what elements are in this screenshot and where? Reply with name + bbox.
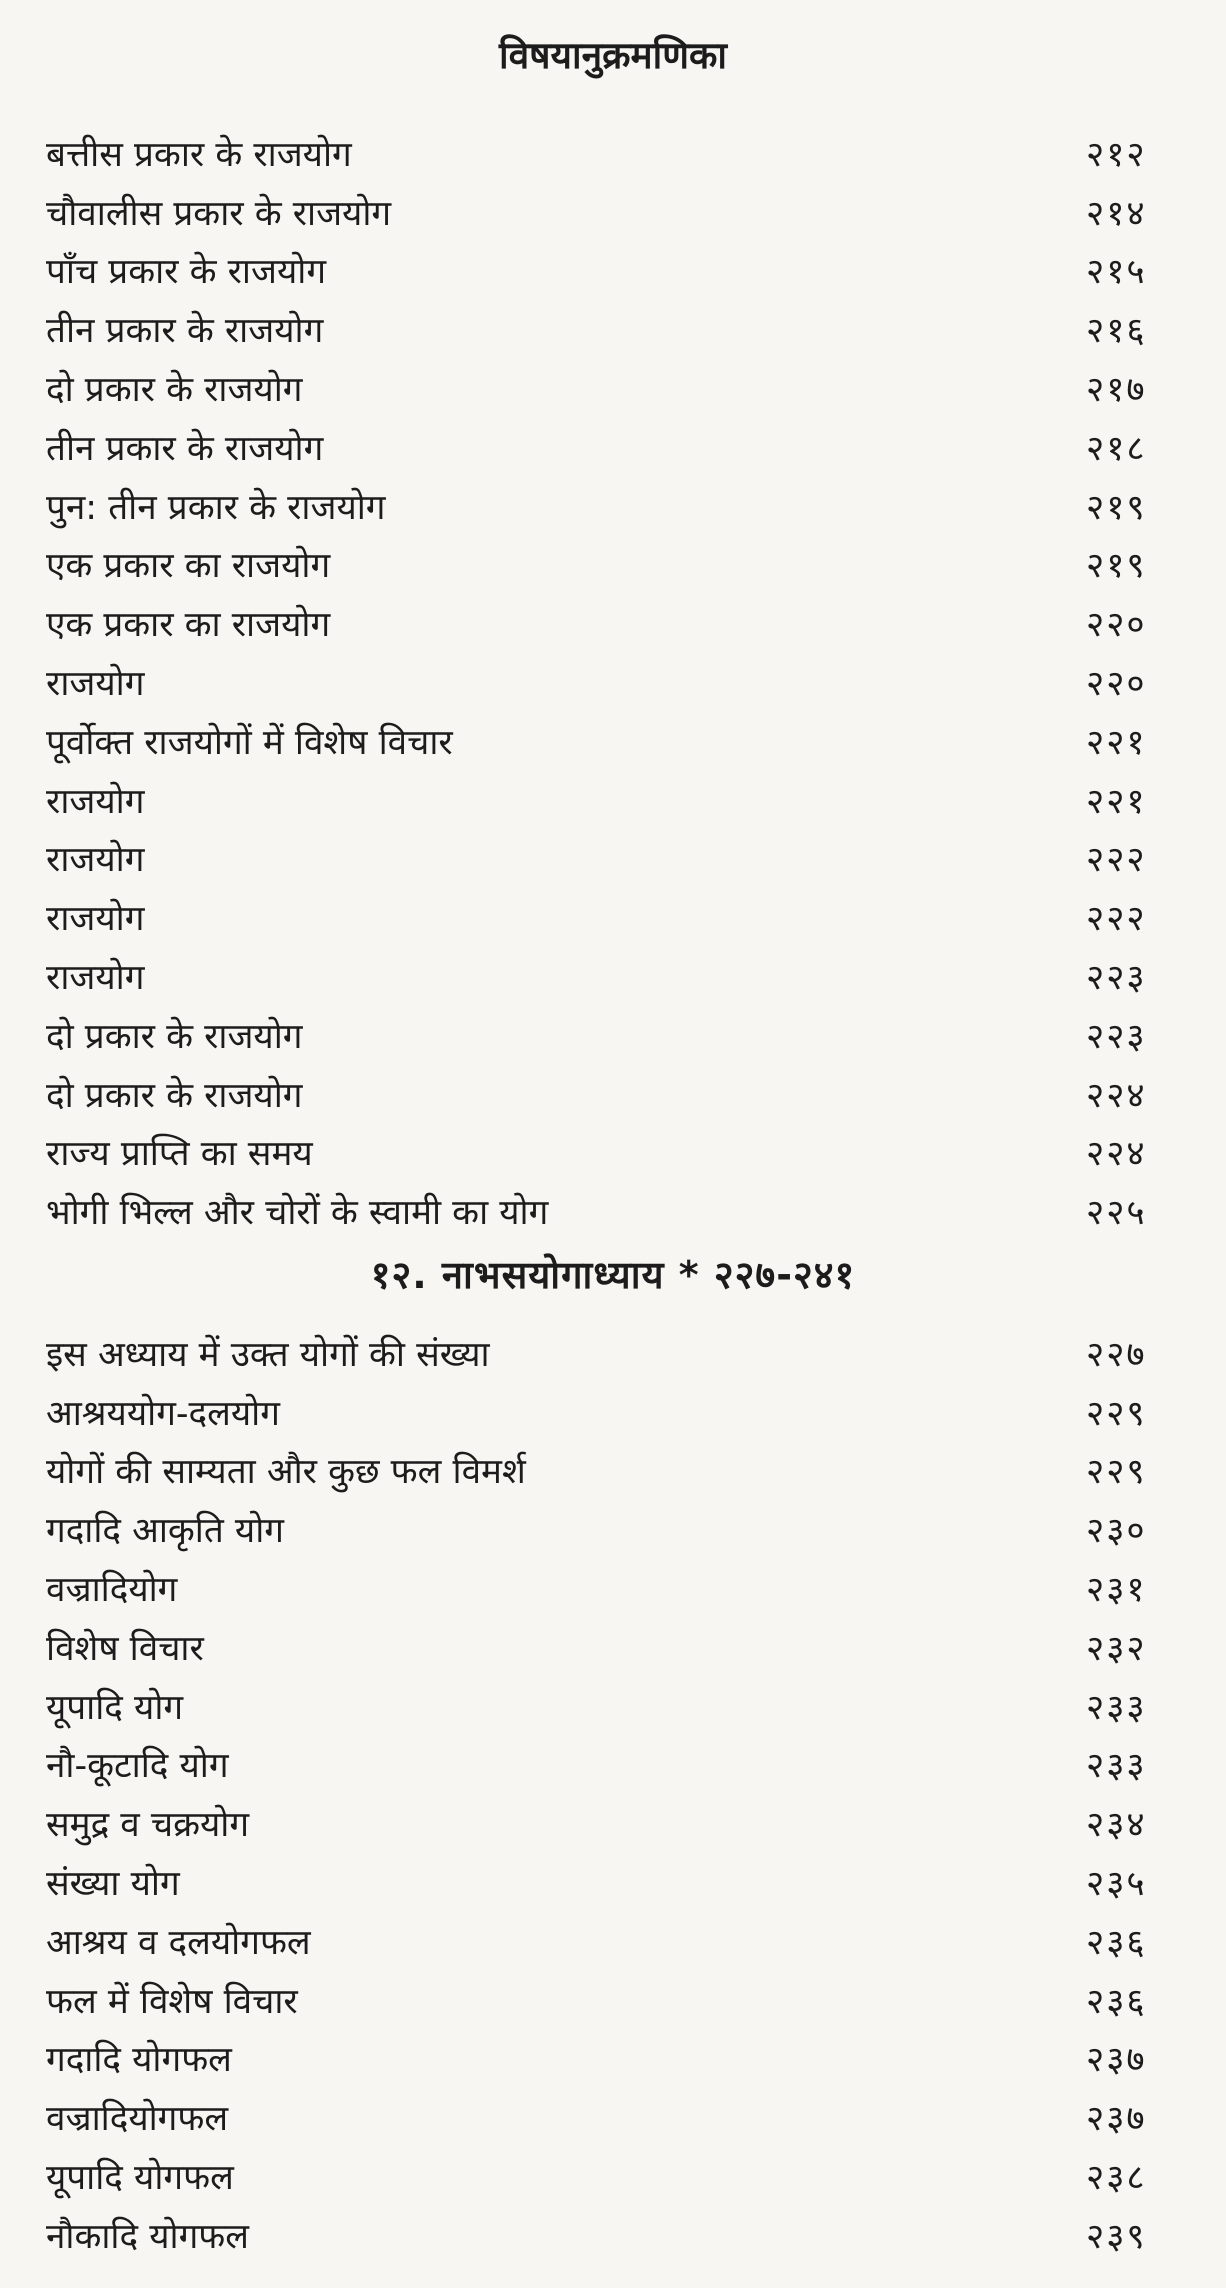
- toc-entry: [46, 359, 1186, 418]
- toc-entry-title: पाँच प्रकार के राजयोग: [46, 252, 327, 293]
- toc-entry-title: वज्रादियोग: [46, 1570, 178, 1611]
- toc-entry-title: राजयोग: [46, 840, 145, 881]
- toc-entry: [46, 1559, 1186, 1618]
- toc-entry: [46, 2030, 1186, 2089]
- toc-entry-title: राजयोग: [46, 664, 145, 705]
- toc-entry: [46, 594, 1186, 653]
- chapter-heading: १२. नाभसयोगाध्याय * २२७-२४१: [370, 1253, 856, 1297]
- toc-entry-page: २३७: [1086, 2040, 1147, 2081]
- toc-entry: [46, 2147, 1186, 2206]
- toc-entry: [46, 1912, 1186, 1971]
- toc-entry: [46, 1124, 1186, 1183]
- toc-entry: [46, 183, 1186, 242]
- toc-entry-page: २२५: [1086, 1193, 1147, 1234]
- toc-list-rajyoga: [46, 124, 1186, 1241]
- toc-entry: [46, 830, 1186, 889]
- toc-entry-page: २२४: [1086, 1134, 1147, 1175]
- toc-entry-page: २२१: [1086, 722, 1147, 763]
- toc-entry: [46, 242, 1186, 301]
- toc-entry-page: २३९: [1086, 2216, 1147, 2257]
- toc-entry-page: २१९: [1086, 546, 1147, 587]
- toc-entry-page: २१६: [1086, 311, 1147, 352]
- toc-entry-page: २२०: [1086, 605, 1147, 646]
- toc-entry-title: भोगी भिल्ल और चोरों के स्वामी का योग: [46, 1193, 549, 1234]
- toc-entry: [46, 1736, 1186, 1795]
- toc-entry-page: २३६: [1086, 1922, 1147, 1963]
- toc-entry-title: फल में विशेष विचार: [46, 1981, 298, 2022]
- toc-entry-page: २३८: [1086, 2158, 1147, 2199]
- toc-entry-title: तीन प्रकार के राजयोग: [46, 311, 324, 352]
- page-title: विषयानुक्रमणिका: [499, 34, 727, 77]
- toc-entry-page: २३०: [1086, 1511, 1147, 1552]
- toc-entry: [46, 1442, 1186, 1501]
- toc-entry-title: राजयोग: [46, 781, 145, 822]
- toc-entry: [46, 300, 1186, 359]
- toc-entry-title: गदादि योगफल: [46, 2040, 232, 2081]
- toc-entry: [46, 124, 1186, 183]
- toc-entry: [46, 1677, 1186, 1736]
- toc-entry-title: वज्रादियोगफल: [46, 2099, 229, 2140]
- toc-entry: [46, 1500, 1186, 1559]
- toc-entry: [46, 653, 1186, 712]
- toc-entry-title: यूपादि योग: [46, 1687, 184, 1728]
- toc-entry-title: दो प्रकार के राजयोग: [46, 370, 303, 411]
- toc-entry: [46, 1853, 1186, 1912]
- toc-entry: [46, 771, 1186, 830]
- toc-entry-page: २२२: [1086, 840, 1147, 881]
- toc-entry: [46, 947, 1186, 1006]
- toc-entry-page: २२३: [1086, 958, 1147, 999]
- toc-entry: [46, 1182, 1186, 1241]
- toc-entry-title: एक प्रकार का राजयोग: [46, 546, 331, 587]
- toc-entry-page: २३३: [1086, 1687, 1147, 1728]
- toc-entry-title: राजयोग: [46, 899, 145, 940]
- toc-entry-page: २२०: [1086, 664, 1147, 705]
- toc-entry-page: २२९: [1086, 1452, 1147, 1493]
- toc-entry: [46, 536, 1186, 595]
- toc-entry-page: २१७: [1086, 370, 1147, 411]
- toc-entry-page: २१९: [1086, 487, 1147, 528]
- toc-entry: [46, 2088, 1186, 2147]
- toc-entry-page: २३५: [1086, 1864, 1147, 1905]
- toc-entry-title: समुद्र व चक्रयोग: [46, 1805, 250, 1846]
- toc-entry-page: २१२: [1086, 134, 1147, 175]
- toc-entry-title: यूपादि योगफल: [46, 2158, 234, 2199]
- toc-entry: [46, 2206, 1186, 2265]
- toc-entry-page: २२३: [1086, 1016, 1147, 1057]
- toc-entry: [46, 1971, 1186, 2030]
- toc-entry: [46, 712, 1186, 771]
- toc-entry-page: २३२: [1086, 1628, 1147, 1669]
- toc-entry: [46, 1618, 1186, 1677]
- toc-entry-page: २३४: [1086, 1805, 1147, 1846]
- toc-entry-title: एक प्रकार का राजयोग: [46, 605, 331, 646]
- toc-entry-page: २२४: [1086, 1075, 1147, 1116]
- toc-entry-page: २२९: [1086, 1393, 1147, 1434]
- toc-entry: [46, 1383, 1186, 1442]
- toc-entry: [46, 418, 1186, 477]
- toc-entry-title: राज्य प्राप्ति का समय: [46, 1134, 313, 1175]
- toc-entry: [46, 1065, 1186, 1124]
- toc-entry: [46, 888, 1186, 947]
- toc-entry-title: गदादि आकृति योग: [46, 1511, 284, 1552]
- toc-entry: [46, 1006, 1186, 1065]
- toc-entry-title: पुन: तीन प्रकार के राजयोग: [46, 487, 386, 528]
- toc-entry-title: नौ-कूटादि योग: [46, 1746, 229, 1787]
- toc-entry-title: राजयोग: [46, 958, 145, 999]
- toc-entry-title: इस अध्याय में उक्त योगों की संख्या: [46, 1334, 490, 1375]
- toc-entry-title: पूर्वोक्त राजयोगों में विशेष विचार: [46, 722, 453, 763]
- toc-entry-title: संख्या योग: [46, 1864, 180, 1905]
- toc-entry-page: २३७: [1086, 2099, 1147, 2140]
- toc-entry-title: नौकादि योगफल: [46, 2216, 249, 2257]
- toc-entry-title: दो प्रकार के राजयोग: [46, 1016, 303, 1057]
- toc-entry-title: तीन प्रकार के राजयोग: [46, 428, 324, 469]
- toc-entry-title: बत्तीस प्रकार के राजयोग: [46, 134, 352, 175]
- toc-entry-title: दो प्रकार के राजयोग: [46, 1075, 303, 1116]
- toc-entry: [46, 1794, 1186, 1853]
- toc-entry-page: २१४: [1086, 193, 1147, 234]
- toc-entry-title: योगों की साम्यता और कुछ फल विमर्श: [46, 1452, 526, 1493]
- toc-entry-page: २१८: [1086, 428, 1147, 469]
- toc-entry-page: २२२: [1086, 899, 1147, 940]
- toc-entry-page: २३१: [1086, 1570, 1147, 1611]
- toc-entry-title: आश्रययोग-दलयोग: [46, 1393, 280, 1434]
- toc-entry-page: २३३: [1086, 1746, 1147, 1787]
- toc-entry: [46, 1324, 1186, 1383]
- toc-entry-page: २३६: [1086, 1981, 1147, 2022]
- toc-entry: [46, 477, 1186, 536]
- toc-entry-page: २२१: [1086, 781, 1147, 822]
- toc-entry-page: २१५: [1086, 252, 1147, 293]
- toc-entry-page: २२७: [1086, 1334, 1147, 1375]
- toc-entry-title: आश्रय व दलयोगफल: [46, 1922, 311, 1963]
- toc-entry-title: विशेष विचार: [46, 1628, 204, 1669]
- toc-entry-title: चौवालीस प्रकार के राजयोग: [46, 193, 392, 234]
- toc-list-nabhasayoga: [46, 1324, 1186, 2265]
